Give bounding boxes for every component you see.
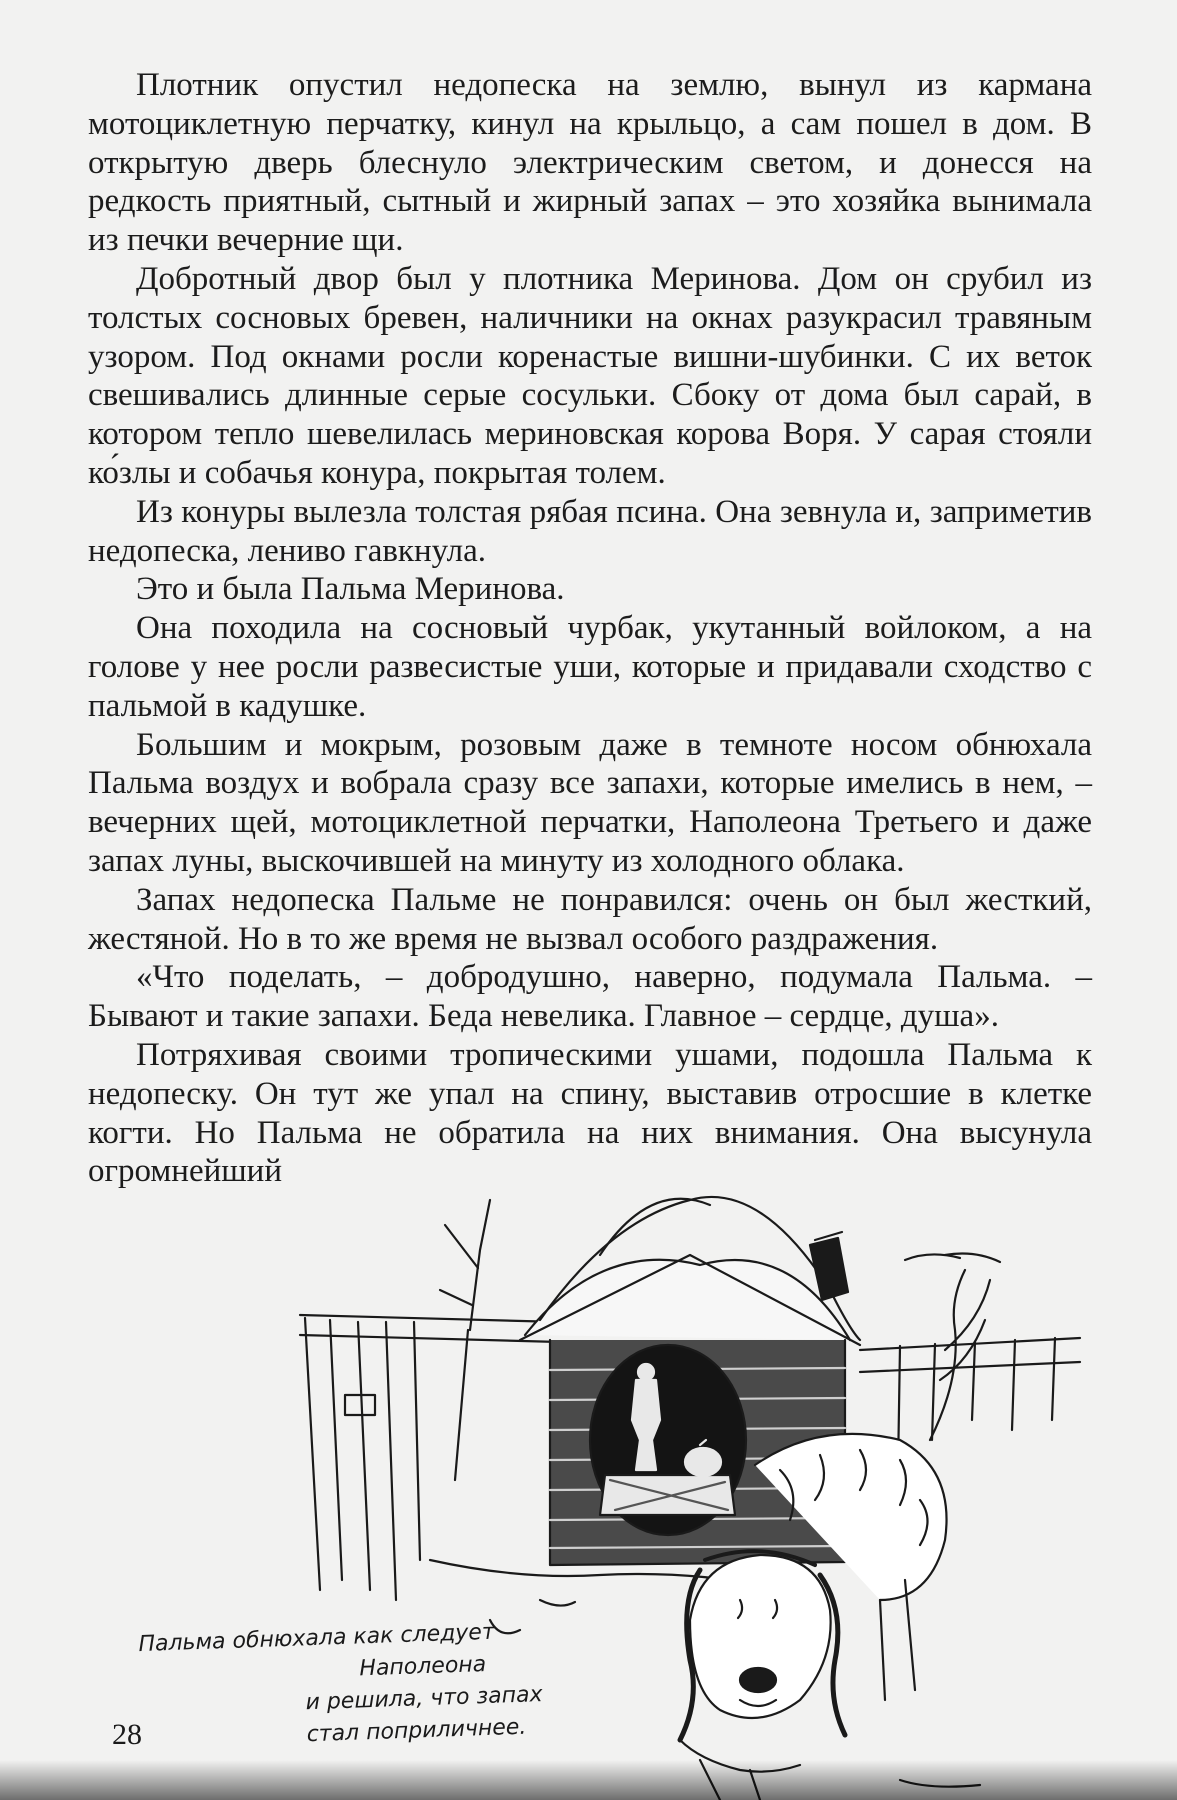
page-bottom-shadow bbox=[0, 1760, 1177, 1800]
paragraph: «Что поделать, – добродушно, наверно, подумала Пальма. – Бывают и такие запахи. Беда невелика. Главное – сердце, душа». bbox=[88, 959, 1092, 1035]
caption-line: и решила, что запах bbox=[305, 1682, 543, 1716]
chimney bbox=[810, 1232, 848, 1300]
caption-line: стал поприличнее. bbox=[306, 1714, 527, 1748]
paragraph: Из конуры вылезла толстая рябая псина. Она зевнула и, заприметив недопеска, лениво гавкнула. bbox=[88, 493, 1092, 569]
handwritten-caption bbox=[138, 1611, 662, 1757]
paragraph: Добротный двор был у плотника Меринова. Дом он срубил из толстых сосновых бревен, наличники на окнах разукрасил травяным узором. Под окнами росли коренастые вишни-шубинки. С их веток свешивались длинные серые сосульки. Сбоку от дома был сарай, в котором тепло шевелилась мериновская корова Воря. У сарая стояли ко́злы и собачья конура, покрытая толем. bbox=[88, 260, 1092, 491]
caption-line: Пальма обнюхала как следует bbox=[138, 1619, 496, 1658]
paragraph: Потряхивая своими тропическими ушами, подошла Пальма к недопеску. Он тут же упал на спину, выставив отросшие в клетке когти. Но Пальма не обратила на них внимания. Она высунула огромнейший bbox=[88, 1036, 1092, 1190]
paragraph: Плотник опустил недопеска на землю, вынул из кармана мотоциклетную перчатку, кинул на крыльцо, а сам пошел в дом. В открытую дверь блеснуло электрическим светом, и донесся на редкость приятный, сытный и жирный запах – это хозяйка вынимала из печки вечерние щи. bbox=[88, 67, 1092, 259]
paragraph: Большим и мокрым, розовым даже в темноте носом обнюхала Пальма воздух и вобрала сразу все запахи, которые имелись в нем, – вечерних щей, мотоциклетной перчатки, Наполеона Третьего и даже запах луны, выскочившей на минуту из холодного облака. bbox=[88, 726, 1092, 879]
paragraph: Она походила на сосновый чурбак, укутанный войлоком, а на голове у нее росли развесистые уши, которые и придавали сходство с пальмой в кадушке. bbox=[88, 610, 1092, 724]
doghouse-roof bbox=[520, 1197, 860, 1345]
page-number: 28 bbox=[112, 1718, 142, 1751]
paragraph: Это и была Пальма Меринова. bbox=[136, 571, 565, 608]
paragraph: Запах недопеска Пальме не понравился: очень он был жесткий, жестяной. Но в то же время не вызвал особого раздражения. bbox=[88, 881, 1092, 957]
doghouse-entrance bbox=[590, 1345, 746, 1535]
caption-line: Наполеона bbox=[359, 1651, 487, 1682]
